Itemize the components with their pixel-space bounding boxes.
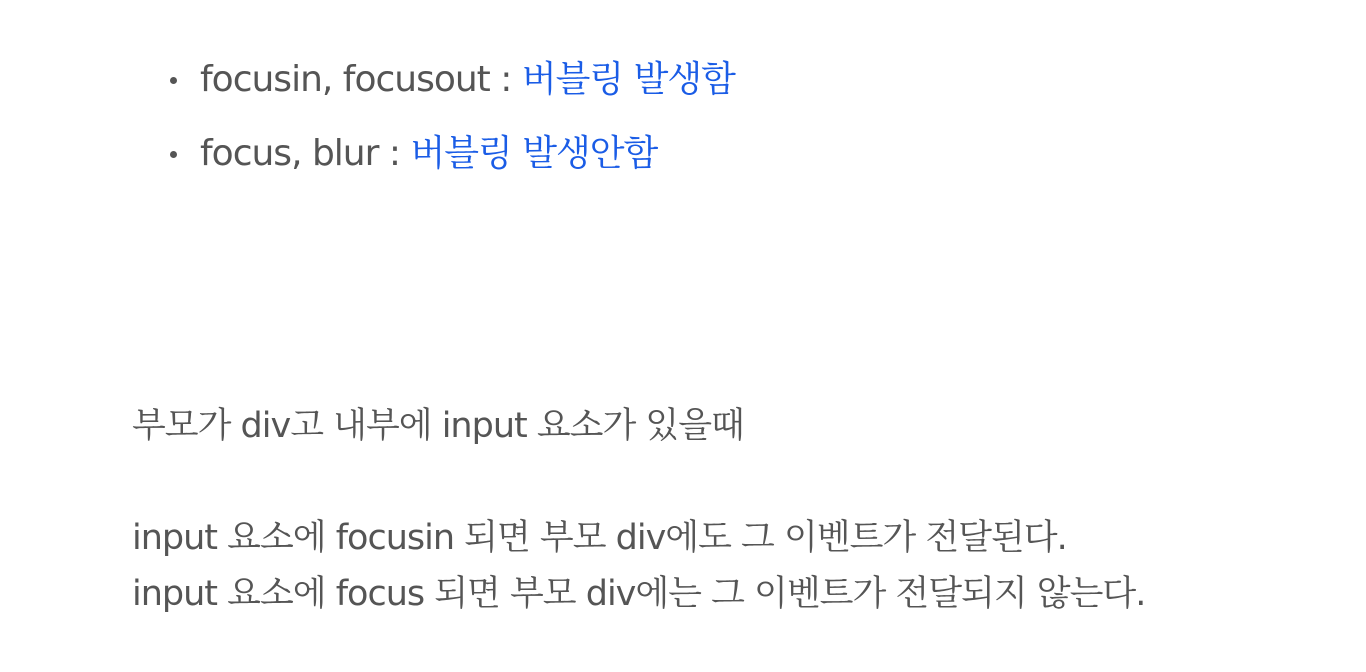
list-item-description: 버블링 발생안함 bbox=[410, 133, 658, 174]
focusin-explanation: input 요소에 focusin 되면 부모 div에도 그 이벤트가 전달된다. bbox=[132, 518, 1067, 558]
list-item-separator: : bbox=[489, 59, 522, 100]
list-item-term: focusin, focusout bbox=[200, 59, 490, 100]
list-item-focusin-focusout bbox=[132, 54, 735, 128]
intro-paragraph: 부모가 div고 내부에 input 요소가 있을때 bbox=[132, 406, 744, 446]
list-item-focus-blur bbox=[132, 128, 735, 202]
bullet-dot-icon bbox=[170, 151, 177, 158]
list-item-description: 버블링 발생함 bbox=[521, 59, 735, 100]
list-item-term: focus, blur bbox=[200, 133, 379, 174]
list-item-separator: : bbox=[378, 133, 411, 174]
event-bubbling-list bbox=[132, 54, 735, 202]
bullet-dot-icon bbox=[170, 77, 177, 84]
focus-explanation: input 요소에 focus 되면 부모 div에는 그 이벤트가 전달되지 않는다. bbox=[132, 574, 1146, 614]
